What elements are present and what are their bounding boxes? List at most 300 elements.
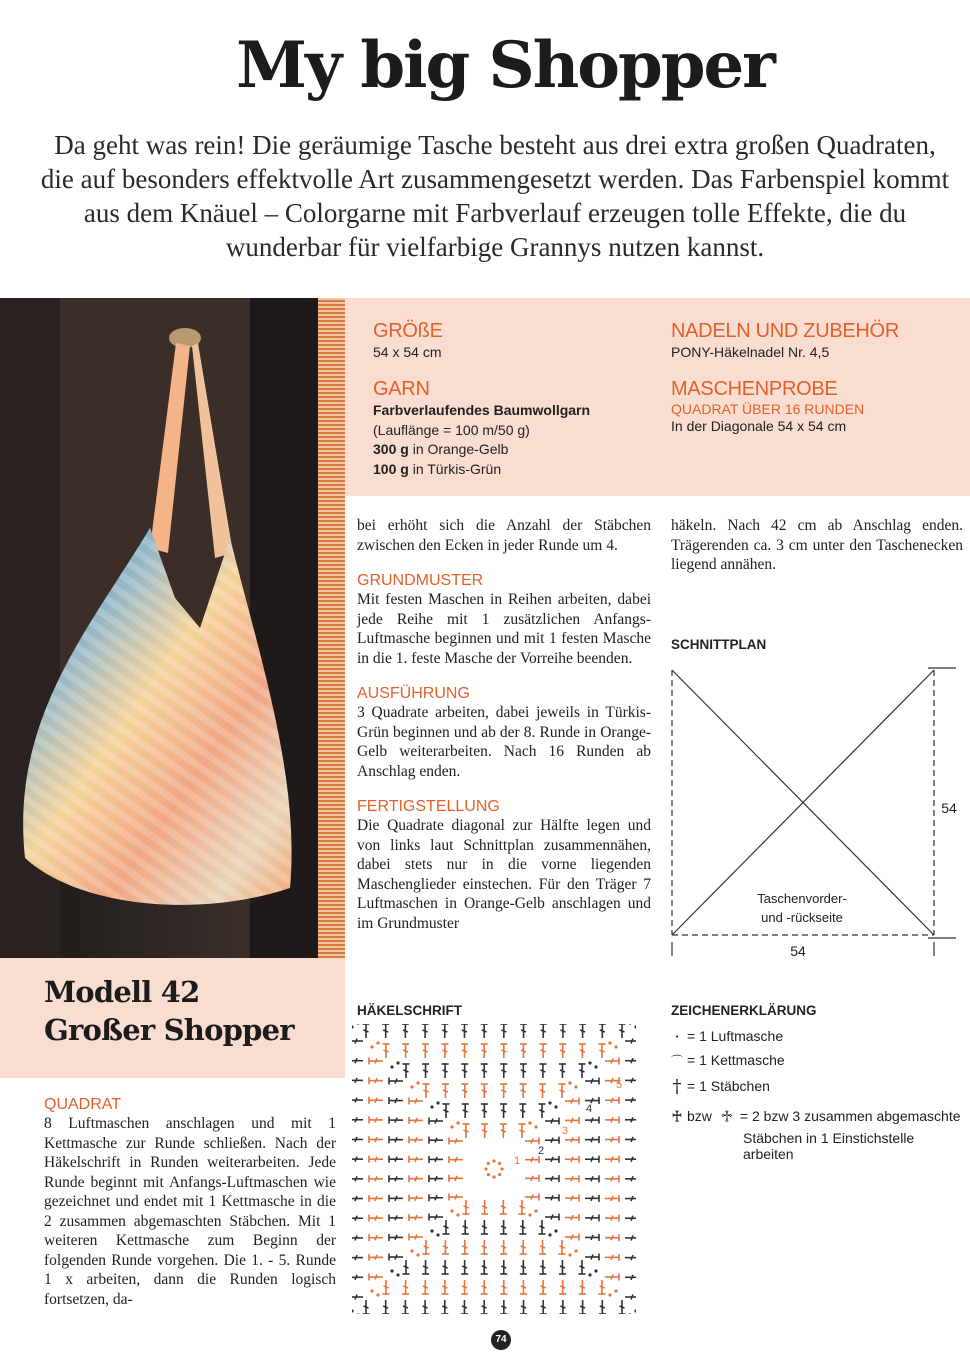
stitch-mark <box>441 1300 448 1314</box>
stitch-mark <box>500 1220 507 1234</box>
ausfuehrung-text: 3 Quadrate arbeiten, dabei jeweils in Türkis-Grün beginnen und ab der 8. Runde in Orange-Gelb weiterarbeiten. Nach 16 Runden ab Anschlag enden. <box>357 704 651 780</box>
stitch-mark <box>625 1038 636 1045</box>
stitch-mark <box>422 1300 429 1314</box>
chain-dot <box>534 1125 537 1128</box>
stitch-mark <box>559 1084 566 1098</box>
stitch-mark <box>625 1097 636 1104</box>
chain-dot <box>410 1085 413 1088</box>
stitch-mark <box>429 1175 443 1182</box>
stitch-mark <box>605 1058 619 1065</box>
stitch-mark <box>352 1136 363 1143</box>
chain-dot <box>370 1045 373 1048</box>
stitch-mark <box>429 1118 443 1125</box>
legend-item-cluster-cont: Stäbchen in 1 Einstichstelle arbeiten <box>743 1130 915 1162</box>
chain-dot <box>492 1159 495 1162</box>
groesse-heading: GRÖßE <box>373 320 443 342</box>
stitch-mark <box>442 1064 449 1078</box>
quadrat-section <box>44 1096 336 1309</box>
stitch-mark <box>619 1300 626 1314</box>
stitch-mark <box>539 1084 546 1098</box>
stitch-mark <box>363 1300 370 1314</box>
stitch-mark <box>423 1240 430 1254</box>
stitch-mark <box>481 1240 488 1254</box>
stitch-mark <box>540 1300 547 1314</box>
stitch-mark <box>585 1195 599 1202</box>
stitch-mark <box>540 1024 547 1038</box>
stitch-mark <box>402 1300 409 1314</box>
stitch-mark <box>461 1260 468 1274</box>
chain-dot <box>574 1249 577 1252</box>
stitch-mark <box>559 1064 566 1078</box>
nadeln-heading: NADELN UND ZUBEHÖR <box>671 320 899 342</box>
chain-dot <box>487 1162 490 1165</box>
stitch-mark <box>461 1084 468 1098</box>
stitch-mark <box>449 1156 463 1163</box>
chain-dot <box>430 1105 433 1108</box>
stitch-mark <box>369 1254 383 1261</box>
stitch-mark <box>449 1194 463 1201</box>
stitch-mark <box>442 1084 449 1098</box>
ausfuehrung-heading: AUSFÜHRUNG <box>357 685 470 702</box>
maschenprobe-heading: MASCHENPROBE <box>671 378 838 400</box>
quadrat-continued: bei erhöht sich die Anzahl der Stäbchen zwischen den Ecken in jeder Runde um 4. <box>357 517 651 554</box>
stitch-mark <box>500 1124 507 1138</box>
stitch-mark <box>409 1175 423 1182</box>
stitch-mark <box>605 1156 619 1163</box>
stitch-mark <box>422 1024 429 1038</box>
stitch-mark <box>422 1064 429 1078</box>
stitch-mark <box>585 1156 599 1163</box>
stitch-mark <box>625 1057 636 1064</box>
garn-amount-1: 300 g in Orange-Gelb <box>373 441 509 457</box>
stitch-mark <box>369 1136 383 1143</box>
stitch-mark <box>520 1084 527 1098</box>
chain-dot <box>608 1293 611 1296</box>
chain-dot <box>528 1121 531 1124</box>
stitch-mark <box>369 1274 383 1281</box>
stitch-mark <box>605 1254 619 1261</box>
stitch-mark <box>461 1240 468 1254</box>
grundmuster-heading: GRUNDMUSTER <box>357 572 484 589</box>
stitch-mark <box>389 1156 403 1163</box>
bag-illustration <box>0 298 345 958</box>
stitch-mark <box>441 1044 448 1058</box>
stitch-mark <box>520 1300 527 1314</box>
stitch-mark <box>565 1117 579 1124</box>
garn-block <box>373 378 590 479</box>
stitch-mark <box>481 1260 488 1274</box>
schnittplan-diagram <box>662 660 962 960</box>
garn-name: Farbverlaufendes Baumwollgarn <box>373 402 591 418</box>
chain-dot <box>528 1213 531 1216</box>
stitch-mark <box>481 1024 488 1038</box>
chain-dot <box>608 1041 611 1044</box>
maschenprobe-block <box>671 378 864 437</box>
stitch-mark <box>545 1118 559 1125</box>
stitch-mark <box>625 1274 636 1281</box>
round-label-2: 2 <box>538 1145 545 1157</box>
stitch-mark <box>369 1175 383 1182</box>
stitch-mark <box>369 1215 383 1222</box>
stitch-mark <box>539 1104 546 1118</box>
grundmuster-text: Mit festen Maschen in Reihen arbeiten, dabei jede Reihe mit 1 zusätzlichen Anfangs-Luftmasche beginnen und mit 1 festen Masche in die 1. feste Masche der Vorreihe beenden. <box>357 591 651 667</box>
stitch-mark <box>500 1280 507 1294</box>
stitch-mark <box>500 1044 507 1058</box>
stitch-mark <box>500 1024 507 1038</box>
stitch-mark <box>500 1064 507 1078</box>
stitch-mark <box>559 1024 566 1038</box>
chain-dot <box>534 1209 537 1212</box>
stitch-mark <box>382 1300 389 1314</box>
stitch-mark <box>599 1300 606 1314</box>
chain-dot <box>594 1269 597 1272</box>
stitch-mark <box>525 1156 539 1163</box>
stitch-mark <box>389 1117 403 1124</box>
chain-dot <box>390 1269 393 1272</box>
stitch-mark <box>565 1156 579 1163</box>
stitch-mark <box>409 1195 423 1202</box>
stitch-mark <box>565 1098 579 1105</box>
stitch-mark <box>403 1260 410 1274</box>
stitch-mark <box>442 1240 449 1254</box>
stitch-mark <box>625 1215 636 1222</box>
chain-dot <box>568 1253 571 1256</box>
stitch-mark <box>500 1200 507 1214</box>
stitch-mark <box>369 1234 383 1241</box>
stitch-mark <box>500 1104 507 1118</box>
stitch-mark <box>463 1200 470 1214</box>
schnittplan-label-1: Taschenvorder- <box>757 891 847 906</box>
chain-dot <box>436 1233 439 1236</box>
chain-dot <box>628 1313 631 1314</box>
stitch-mark <box>540 1280 547 1294</box>
stitch-mark <box>545 1137 559 1144</box>
model-name: Großer Shopper <box>44 1013 294 1047</box>
stitch-mark <box>462 1104 469 1118</box>
stitch-mark <box>519 1124 526 1138</box>
stitch-mark <box>383 1280 390 1294</box>
schnittplan-width-label: 54 <box>790 943 806 959</box>
stitch-mark <box>409 1136 423 1143</box>
chain-dot <box>352 1025 354 1028</box>
column-3 <box>671 516 963 575</box>
garn-heading: GARN <box>373 378 430 400</box>
stitch-mark <box>565 1136 579 1143</box>
chain-dot <box>548 1101 551 1104</box>
fertigstellung-text: Die Quadrate diagonal zur Hälfte legen und von links laut Schnittplan zusammennähen, dabei stets nur in die vorne liegenden Maschenglieder einstechen. Für den Träger 7 Luftmaschen in Orange-Gelb anschlagen und im Grundmuster <box>357 817 651 932</box>
chain-dot <box>614 1289 617 1292</box>
stitch-mark <box>625 1077 636 1084</box>
stitch-mark <box>579 1024 586 1038</box>
stitch-mark <box>585 1254 599 1261</box>
stitch-mark <box>625 1136 636 1143</box>
stitch-mark <box>619 1024 626 1038</box>
stitch-mark <box>605 1175 619 1182</box>
stitch-mark <box>369 1156 383 1163</box>
stitch-mark <box>519 1220 526 1234</box>
stitch-mark <box>539 1064 546 1078</box>
bag-photo <box>0 298 345 958</box>
chain-dot <box>410 1249 413 1252</box>
stitch-mark <box>500 1300 507 1314</box>
stitch-mark <box>422 1280 429 1294</box>
chain-dot <box>484 1167 487 1170</box>
stitch-mark <box>500 1240 507 1254</box>
fertigstellung-continued: häkeln. Nach 42 cm ab Anschlag enden. Trägerenden ca. 3 cm unter den Taschenecken liegend annähen. <box>671 517 963 573</box>
stitch-mark <box>625 1116 636 1123</box>
stitch-mark <box>605 1136 619 1143</box>
stitch-mark <box>462 1220 469 1234</box>
chain-dot <box>376 1041 379 1044</box>
stitch-mark <box>422 1260 429 1274</box>
stitch-mark <box>539 1240 546 1254</box>
stitch-mark <box>429 1137 443 1144</box>
stitch-mark <box>625 1195 636 1202</box>
stitch-mark <box>352 1195 363 1202</box>
maschenprobe-sub: QUADRAT ÜBER 16 RUNDEN <box>671 401 865 417</box>
stitch-mark <box>481 1044 488 1058</box>
stitch-mark <box>605 1234 619 1241</box>
stitch-mark <box>605 1097 619 1104</box>
stitch-mark <box>352 1274 363 1281</box>
chain-dot <box>594 1065 597 1068</box>
stitch-mark <box>352 1038 363 1045</box>
column-2 <box>357 516 651 933</box>
stitch-mark <box>519 1200 526 1214</box>
stitch-mark <box>352 1116 363 1123</box>
stitch-mark <box>461 1280 468 1294</box>
chain-dot <box>356 1313 359 1314</box>
stitch-mark <box>605 1215 619 1222</box>
stitch-mark <box>369 1116 383 1123</box>
chain-dot <box>634 1025 636 1028</box>
stitch-mark <box>585 1214 599 1221</box>
chain-dot <box>456 1213 459 1216</box>
stitch-mark <box>625 1294 636 1301</box>
stitch-mark <box>525 1175 539 1182</box>
chain-dot <box>498 1162 501 1165</box>
garn-lauflaenge: (Lauflänge = 100 m/50 g) <box>373 421 530 438</box>
stitch-mark <box>520 1260 527 1274</box>
stitch-mark <box>481 1280 488 1294</box>
stitch-mark <box>599 1044 606 1058</box>
stitch-mark <box>579 1300 586 1314</box>
chain-dot <box>450 1209 453 1212</box>
stitch-mark <box>545 1214 559 1221</box>
stitch-mark <box>585 1078 599 1085</box>
chain-dot <box>500 1167 503 1170</box>
stitch-mark <box>540 1044 547 1058</box>
quadrat-text: 8 Luftmaschen anschlagen und mit 1 Kettmasche zur Runde schließen. Nach der Häkelschrift in Runden weiterarbeiten. Jede Runde beginnt mit Anfangs-Luftmaschen wie gezeichnet und endet mit 1 Kettmasche in die 2 zusammen abgemaschten Stäbchen. Mit 1 weiteren Kettmasche zum Beginn der folgenden Runde vorgehen. Die 1. - 5. Runde 1 x arbeiten, dann die Runden logisch fortsetzen, da- <box>44 1115 336 1308</box>
stitch-mark <box>559 1280 566 1294</box>
chain-dot <box>416 1081 419 1084</box>
photo-decorative-edge <box>318 298 345 958</box>
stitch-mark <box>625 1156 636 1163</box>
stitch-mark <box>423 1084 430 1098</box>
stitch-mark <box>539 1220 546 1234</box>
stitch-mark <box>559 1240 566 1254</box>
stitch-mark <box>605 1274 619 1281</box>
stitch-mark <box>352 1254 363 1261</box>
stitch-mark <box>599 1024 606 1038</box>
chain-dot <box>436 1101 439 1104</box>
stitch-mark <box>585 1175 599 1182</box>
stitch-mark <box>481 1104 488 1118</box>
chain-dot <box>356 1024 359 1025</box>
stitch-mark <box>352 1294 363 1301</box>
stitch-mark <box>481 1084 488 1098</box>
stitch-mark <box>352 1077 363 1084</box>
crochet-chart-marks <box>352 1024 636 1314</box>
round-label-1: 1 <box>514 1155 521 1167</box>
stitch-mark <box>352 1057 363 1064</box>
page-number: 74 <box>491 1330 511 1350</box>
stitch-mark <box>579 1044 586 1058</box>
stitch-mark <box>409 1117 423 1124</box>
chain-dot <box>554 1105 557 1108</box>
stitch-mark <box>403 1064 410 1078</box>
stitch-mark <box>442 1260 449 1274</box>
stitch-mark <box>565 1195 579 1202</box>
stitch-mark <box>429 1156 443 1163</box>
stitch-mark <box>389 1097 403 1104</box>
cluster-3-icon: ♱ <box>720 1106 734 1126</box>
stitch-mark <box>520 1024 527 1038</box>
stitch-mark <box>352 1175 363 1182</box>
stitch-mark <box>352 1156 363 1163</box>
stitch-mark <box>605 1116 619 1123</box>
model-title <box>44 973 294 1049</box>
stitch-mark <box>383 1044 390 1058</box>
stitch-mark <box>441 1280 448 1294</box>
stitch-mark <box>409 1098 423 1105</box>
stitch-icon: † <box>672 1075 682 1097</box>
stitch-mark <box>402 1024 409 1038</box>
stitch-mark <box>599 1280 606 1294</box>
stitch-mark <box>481 1300 488 1314</box>
stitch-mark <box>461 1024 468 1038</box>
stitch-mark <box>625 1254 636 1261</box>
stitch-mark <box>579 1280 586 1294</box>
chain-dot <box>456 1121 459 1124</box>
stitch-mark <box>520 1044 527 1058</box>
groesse-value: 54 x 54 cm <box>373 344 442 360</box>
stitch-mark <box>500 1260 507 1274</box>
chain-dot <box>450 1125 453 1128</box>
stitch-mark <box>481 1220 488 1234</box>
stitch-mark <box>382 1024 389 1038</box>
intro-text: Da geht was rein! Die geräumige Tasche besteht aus drei extra großen Quadraten, die auf besonders effektvolle Art zusammengesetzt werden. Das Farbenspiel kommt aus dem Knäuel – Colorgarne mit Farbverlauf erzeugen tolle Effekte, die du wunderbar für vielfarbige Grannys nutzen kannst. <box>40 130 950 262</box>
stitch-mark <box>565 1214 579 1221</box>
stitch-mark <box>579 1260 586 1274</box>
chain-dot <box>396 1061 399 1064</box>
arc-icon: ⌒ <box>671 1053 684 1068</box>
nadeln-value: PONY-Häkelnadel Nr. 4,5 <box>671 344 830 360</box>
stitch-mark <box>409 1234 423 1241</box>
stitch-mark <box>559 1044 566 1058</box>
garn-amount-2: 100 g in Türkis-Grün <box>373 460 502 477</box>
chain-dot <box>370 1289 373 1292</box>
chain-dot <box>396 1273 399 1276</box>
schnittplan-height-label: 54 <box>941 800 957 816</box>
schnittplan-label-2: und -rückseite <box>761 910 843 925</box>
stitch-mark <box>443 1220 450 1234</box>
stitch-mark <box>441 1024 448 1038</box>
stitch-mark <box>429 1214 443 1221</box>
stitch-mark <box>409 1214 423 1221</box>
stitch-mark <box>352 1215 363 1222</box>
stitch-mark <box>389 1136 403 1143</box>
groesse-block <box>373 320 443 363</box>
stitch-mark <box>565 1234 579 1241</box>
stitch-mark <box>422 1044 429 1058</box>
stitch-mark <box>369 1097 383 1104</box>
chain-dot <box>588 1273 591 1276</box>
chain-dot <box>568 1081 571 1084</box>
stitch-mark <box>565 1175 579 1182</box>
stitch-mark <box>389 1175 403 1182</box>
legend <box>671 1024 966 1162</box>
stitch-mark <box>545 1194 559 1201</box>
chain-dot <box>487 1173 490 1176</box>
stitch-mark <box>520 1240 527 1254</box>
stitch-mark <box>579 1064 586 1078</box>
legend-item-staebchen: † = 1 Stäbchen <box>672 1075 770 1097</box>
chain-dot <box>628 1024 631 1025</box>
chain-dot <box>498 1173 501 1176</box>
chain-dot <box>416 1253 419 1256</box>
schnittplan-heading: SCHNITTPLAN <box>671 637 767 652</box>
chain-dot <box>554 1229 557 1232</box>
stitch-mark <box>585 1136 599 1143</box>
stitch-mark <box>363 1024 370 1038</box>
legend-item-cluster: ♰ bzw ♱ = 2 bzw 3 zusammen abgemaschte <box>671 1106 961 1126</box>
chain-dot <box>634 1309 636 1312</box>
stitch-mark <box>481 1200 488 1214</box>
stitch-mark <box>369 1077 383 1084</box>
stitch-mark <box>389 1254 403 1261</box>
chain-dot <box>614 1045 617 1048</box>
stitch-mark <box>525 1138 539 1145</box>
stitch-mark <box>369 1058 383 1065</box>
stitch-mark <box>605 1195 619 1202</box>
stitch-mark <box>461 1064 468 1078</box>
chain-dot <box>588 1061 591 1064</box>
stitch-mark <box>461 1044 468 1058</box>
haekelschrift-heading: HÄKELSCHRIFT <box>357 1003 462 1018</box>
model-number: Modell 42 <box>44 975 200 1009</box>
legend-item-luftmasche: · = 1 Luftmasche <box>671 1024 966 1048</box>
stitch-mark <box>545 1156 559 1163</box>
chain-dot <box>492 1175 495 1178</box>
round-label-5: 5 <box>616 1079 623 1091</box>
maschenprobe-value: In der Diagonale 54 x 54 cm <box>671 418 847 434</box>
stitch-mark <box>352 1097 363 1104</box>
info-box <box>345 298 970 496</box>
stitch-mark <box>461 1300 468 1314</box>
stitch-mark <box>625 1175 636 1182</box>
cluster-2-icon: ♰ <box>671 1106 683 1126</box>
dot-icon: · <box>674 1026 680 1046</box>
chain-dot <box>574 1085 577 1088</box>
stitch-mark <box>409 1156 423 1163</box>
round-label-3: 3 <box>562 1125 569 1137</box>
chain-dot <box>548 1233 551 1236</box>
stitch-mark <box>389 1078 403 1085</box>
stitch-mark <box>519 1104 526 1118</box>
stitch-mark <box>545 1175 559 1182</box>
page-title: My big Shopper <box>236 28 774 103</box>
